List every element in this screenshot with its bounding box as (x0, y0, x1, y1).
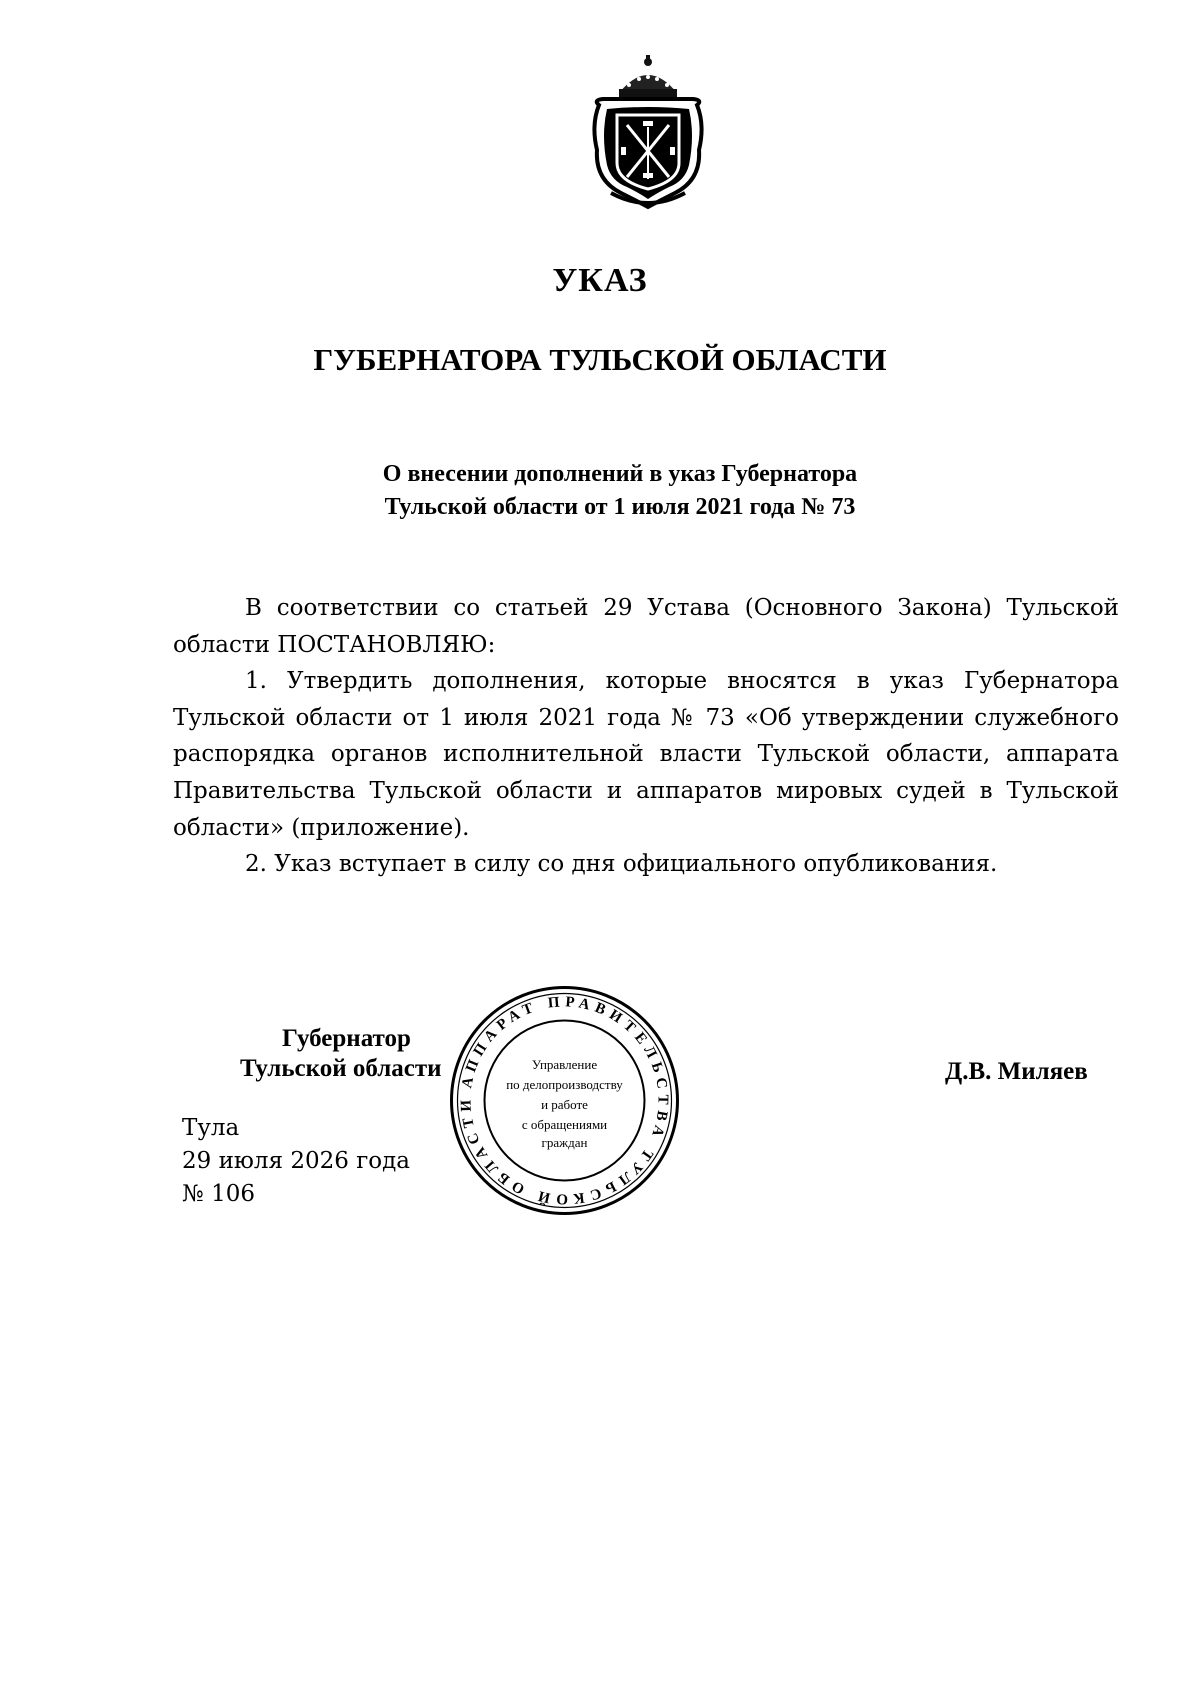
stamp-center-line: по делопроизводству (506, 1077, 623, 1092)
signatory-name: Д.В. Миляев (945, 1058, 1088, 1085)
signatory-title-line2: Тульской области (240, 1055, 442, 1082)
issue-date: 29 июля 2026 года (182, 1148, 410, 1174)
stamp-ring-text: АППАРАТ ПРАВИТЕЛЬСТВА ТУЛЬСКОЙ ОБЛАСТИ (458, 994, 671, 1207)
stamp-center-line: с обращениями (521, 1117, 608, 1132)
subject-line: Тульской области от 1 июля 2021 года № 73 (384, 494, 856, 520)
signatory-title-line1: Губернатор (282, 1025, 411, 1052)
stamp-center-line: и работе (541, 1097, 588, 1112)
issue-city: Тула (182, 1115, 240, 1141)
body-paragraph: В соответствии со статьей 29 Устава (Основного Закона) Тульской области ПОСТАНОВЛЯЮ: (173, 595, 1119, 658)
issue-number: № 106 (182, 1181, 255, 1207)
stamp-center-line: Управление (531, 1057, 598, 1072)
body-paragraph: 2. Указ вступает в силу со дня официального опубликования. (245, 851, 998, 878)
subject-line: О внесении дополнений в указ Губернатора (382, 461, 858, 487)
official-stamp (447, 983, 682, 1218)
body-paragraph: 1. Утвердить дополнения, которые вносятся в указ Губернатора Тульской области от 1 июля 2021 года № 73 «Об утверждении служебного распорядка органов исполнительной власти Тульской области, аппарата Правительства Тульской области и аппаратов мировых судей в Тульской области» (приложение). (173, 668, 1119, 841)
document-subject (300, 458, 940, 524)
issuer-heading: ГУБЕРНАТОРА ТУЛЬСКОЙ ОБЛАСТИ (313, 342, 887, 377)
document-body (173, 590, 1119, 883)
document-type-heading: УКАЗ (552, 262, 648, 299)
coat-of-arms-icon (589, 55, 707, 210)
stamp-center-line: граждан (541, 1135, 588, 1150)
